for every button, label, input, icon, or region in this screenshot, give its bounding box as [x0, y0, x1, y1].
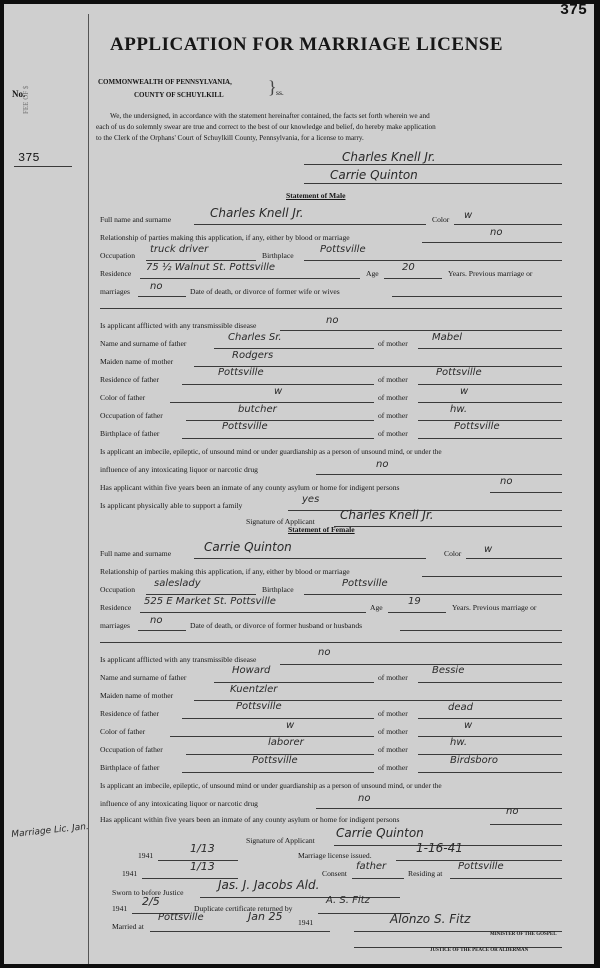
male-color-label: Color [432, 215, 450, 224]
female-occupation-label: Occupation [100, 585, 136, 594]
footer-year-1: 1941 [138, 851, 154, 860]
male-imbecile-value: no [376, 459, 389, 470]
female-mother-color-label: of mother [378, 727, 408, 736]
female-mother-maiden-value: Kuentzler [230, 684, 278, 695]
header-line-1 [304, 164, 562, 165]
male-death-divorce-label: Date of death, or divorce of former wife or wives [190, 287, 340, 296]
female-age-line [388, 612, 446, 613]
male-mother-birthplace-value: Pottsville [454, 421, 500, 432]
female-mother-color-value: w [464, 720, 473, 731]
footer-date-2: 1/13 [190, 860, 215, 873]
female-imbecile-value: no [358, 793, 371, 804]
female-disease-label: Is applicant afflicted with any transmissible disease [100, 655, 257, 664]
female-disease-value: no [318, 647, 331, 658]
brace: } [268, 77, 277, 97]
male-father-residence-line [182, 384, 374, 385]
male-full-name-value: Charles Knell Jr. [210, 206, 304, 220]
male-residence-label: Residence [100, 269, 132, 278]
male-father-residence-label: Residence of father [100, 375, 160, 384]
male-occupation-label: Occupation [100, 251, 136, 260]
male-mother-color-label: of mother [378, 393, 408, 402]
female-marriages-line [138, 630, 186, 631]
page-number-stamp: 375 [560, 4, 588, 19]
male-support-label: Is applicant physically able to support a family [100, 501, 243, 510]
male-relationship-label: Relationship of parties making this application, if any, either by blood or marriage [100, 233, 350, 242]
male-mother-name-value: Mabel [432, 332, 463, 343]
female-death-divorce-label: Date of death, or divorce of former husband or husbands [190, 621, 363, 630]
male-father-name-line [214, 348, 374, 349]
female-residence-value: 525 E Market St. Pottsville [144, 596, 276, 607]
male-residence-line [140, 278, 360, 279]
footer-year-2: 1941 [122, 869, 138, 878]
male-marriages-label: marriages [100, 287, 130, 296]
female-marriages-value: no [150, 615, 163, 626]
preamble-line-3: to the Clerk of the Orphans' Court of Schuylkill County, Pennsylvania, for a license to marry. [96, 134, 364, 142]
male-father-occupation-label: Occupation of father [100, 411, 163, 420]
applicant-female-name-header: Carrie Quinton [330, 168, 418, 182]
female-occupation-value: saleslady [154, 578, 201, 589]
female-occupation-line [146, 594, 256, 595]
consent-value: father [356, 861, 387, 872]
female-full-name-label: Full name and surname [100, 549, 172, 558]
sworn-line [200, 897, 400, 898]
margin-side-text: FEE OF $ [22, 85, 30, 114]
footer-year-4: 1941 [298, 918, 314, 927]
female-father-occupation-value: laborer [268, 737, 304, 748]
female-color-line [466, 558, 562, 559]
margin-no-underline [14, 166, 72, 167]
female-mother-residence-line [418, 718, 562, 719]
footer-date-1: 1/13 [190, 842, 215, 855]
male-occupation-value: truck driver [150, 244, 209, 255]
residing-line [450, 878, 562, 879]
male-blank-line [100, 308, 562, 309]
header-line-2 [304, 183, 562, 184]
male-father-color-label: Color of father [100, 393, 146, 402]
female-marriages-label: marriages [100, 621, 130, 630]
footer-date-3: 2/5 [142, 895, 160, 908]
female-imbecile-label-2: influence of any intoxicating liquor or narcotic drug [100, 799, 258, 808]
license-document [4, 4, 594, 964]
male-disease-label: Is applicant afflicted with any transmissible disease [100, 321, 257, 330]
male-age-label: Age [366, 269, 379, 278]
male-father-birthplace-label: Birthplace of father [100, 429, 160, 438]
female-father-residence-line [182, 718, 374, 719]
female-signature-value: Carrie Quinton [336, 826, 424, 840]
male-residence-value: 75 ½ Walnut St. Pottsville [146, 262, 276, 273]
male-asylum-value: no [500, 476, 513, 487]
document-title: APPLICATION FOR MARRIAGE LICENSE [110, 34, 504, 55]
male-signature-value: Charles Knell Jr. [340, 508, 434, 522]
duplicate-value: A. S. Fitz [326, 895, 370, 906]
female-imbecile-label-1: Is applicant an imbecile, epileptic, of unsound mind or under guardianship as a person of unsound mind, or under the [100, 781, 442, 790]
male-occupation-line [146, 260, 256, 261]
female-residence-line [140, 612, 366, 613]
male-mother-occupation-value: hw. [450, 404, 468, 415]
married-place-value: Pottsville [158, 912, 204, 923]
female-mother-occupation-label: of mother [378, 745, 408, 754]
male-death-divorce-line [392, 296, 562, 297]
female-death-divorce-line [400, 630, 562, 631]
male-mother-maiden-label: Maiden name of mother [100, 357, 174, 366]
female-father-name-value: Howard [232, 665, 271, 676]
sworn-value: Jas. J. Jacobs Ald. [218, 878, 320, 892]
female-full-name-line [194, 558, 426, 559]
male-asylum-line [490, 492, 562, 493]
male-mother-name-label: of mother [378, 339, 408, 348]
female-age-label: Age [370, 603, 383, 612]
footer-year-3: 1941 [112, 904, 128, 913]
male-mother-occupation-label: of mother [378, 411, 408, 420]
female-mother-occupation-value: hw. [450, 737, 468, 748]
female-mother-name-value: Bessie [432, 665, 465, 676]
female-color-label: Color [444, 549, 462, 558]
male-father-occupation-line [186, 420, 374, 421]
male-disease-value: no [326, 315, 339, 326]
duplicate-label: Duplicate certificate returned by [194, 904, 293, 913]
male-imbecile-label-2: influence of any intoxicating liquor or narcotic drug [100, 465, 258, 474]
male-father-birthplace-value: Pottsville [222, 421, 268, 432]
female-mother-birthplace-line [418, 772, 562, 773]
female-birthplace-value: Pottsville [342, 578, 388, 589]
male-color-line [454, 224, 562, 225]
female-blank-line [100, 642, 562, 643]
female-father-birthplace-line [182, 772, 374, 773]
female-father-name-label: Name and surname of father [100, 673, 187, 682]
male-father-color-line [170, 402, 374, 403]
male-age-line [384, 278, 442, 279]
male-mother-name-line [418, 348, 562, 349]
female-father-residence-value: Pottsville [236, 701, 282, 712]
male-mother-birthplace-label: of mother [378, 429, 408, 438]
married-at-label: Married at [112, 922, 144, 931]
male-mother-residence-label: of mother [378, 375, 408, 384]
male-signature-line [334, 526, 562, 527]
male-mother-color-value: w [460, 386, 469, 397]
female-imbecile-line [316, 808, 562, 809]
female-asylum-value: no [506, 806, 519, 817]
married-at-line [150, 931, 330, 932]
male-father-name-value: Charles Sr. [228, 332, 282, 343]
female-relationship-line [422, 576, 562, 577]
male-full-name-label: Full name and surname [100, 215, 172, 224]
male-birthplace-label: Birthplace [262, 251, 294, 260]
minister-label: MINISTER OF THE GOSPEL [490, 932, 557, 937]
female-section-heading: Statement of Female [288, 525, 355, 534]
male-age-value: 20 [402, 262, 415, 273]
male-birthplace-value: Pottsville [320, 244, 366, 255]
residing-value: Pottsville [458, 861, 504, 872]
female-relationship-label: Relationship of parties making this application, if any, either by blood or marriage [100, 567, 350, 576]
residing-label: Residing at [408, 869, 443, 878]
male-section-heading: Statement of Male [286, 191, 346, 200]
male-marriages-line [138, 296, 186, 297]
justice-label: JUSTICE OF THE PEACE OR ALDERMAN [430, 948, 529, 953]
female-signature-label: Signature of Applicant [246, 836, 315, 845]
preamble-line-2: each of us do solemnly swear are true and correct to the best of our knowledge and belief, do hereby make application [96, 123, 436, 131]
female-father-color-value: w [286, 720, 295, 731]
female-mother-name-label: of mother [378, 673, 408, 682]
female-mother-birthplace-value: Birdsboro [450, 755, 499, 766]
consent-line [352, 878, 404, 879]
sworn-label: Sworn to before Justice [112, 888, 184, 897]
female-father-occupation-label: Occupation of father [100, 745, 163, 754]
male-birthplace-line [304, 260, 562, 261]
female-birthplace-label: Birthplace [262, 585, 294, 594]
male-mother-residence-line [418, 384, 562, 385]
male-marriages-value: no [150, 281, 163, 292]
female-asylum-line [490, 824, 562, 825]
license-issued-value: 1-16-41 [416, 841, 463, 855]
male-father-name-label: Name and surname of father [100, 339, 187, 348]
female-mother-birthplace-label: of mother [378, 763, 408, 772]
officiant-signature: Alonzo S. Fitz [390, 912, 471, 926]
license-issued-label: Marriage license issued. [298, 851, 372, 860]
female-years-prev-label: Years. Previous marriage or [452, 603, 537, 612]
margin-note: Marriage Lic. Jan. [10, 821, 90, 840]
female-father-color-label: Color of father [100, 727, 146, 736]
female-disease-line [280, 664, 562, 665]
male-mother-birthplace-line [418, 438, 562, 439]
female-mother-name-line [418, 682, 562, 683]
male-mother-residence-value: Pottsville [436, 367, 482, 378]
married-date-value: Jan 25 [248, 910, 283, 923]
female-asylum-label: Has applicant within five years been an inmate of any county asylum or home for indigent persons [100, 815, 400, 824]
female-age-value: 19 [408, 596, 421, 607]
margin-no-label: No. [12, 89, 26, 99]
male-father-occupation-value: butcher [238, 404, 277, 415]
female-mother-maiden-label: Maiden name of mother [100, 691, 174, 700]
male-mother-maiden-value: Rodgers [232, 350, 274, 361]
male-relationship-value: no [490, 227, 503, 238]
female-father-birthplace-label: Birthplace of father [100, 763, 160, 772]
male-asylum-label: Has applicant within five years been an inmate of any county asylum or home for indigent persons [100, 483, 400, 492]
male-imbecile-label-1: Is applicant an imbecile, epileptic, of unsound mind or under guardianship as a person of unsound mind, or under the [100, 447, 442, 456]
male-signature-label: Signature of Applicant [246, 517, 315, 526]
consent-label: Consent [322, 869, 347, 878]
female-mother-residence-value: dead [448, 702, 473, 713]
male-full-name-line [194, 224, 426, 225]
female-father-birthplace-value: Pottsville [252, 755, 298, 766]
applicant-male-name-header: Charles Knell Jr. [342, 150, 436, 164]
male-years-prev-label: Years. Previous marriage or [448, 269, 533, 278]
state-line: COMMONWEALTH OF PENNSYLVANIA, [98, 78, 232, 86]
male-mother-color-line [418, 402, 562, 403]
female-full-name-value: Carrie Quinton [204, 540, 292, 554]
male-support-value: yes [302, 494, 320, 505]
ss-label: ss. [276, 88, 284, 97]
male-father-birthplace-line [182, 438, 374, 439]
male-color-value: w [464, 210, 473, 221]
male-father-color-value: w [274, 386, 283, 397]
preamble-line-1: We, the undersigned, in accordance with the statement hereinafter contained, the facts set forth wherein we and [110, 112, 430, 120]
male-imbecile-line [316, 474, 562, 475]
female-residence-label: Residence [100, 603, 132, 612]
margin-no-value: 375 [18, 151, 40, 165]
male-father-residence-value: Pottsville [218, 367, 264, 378]
female-mother-residence-label: of mother [378, 709, 408, 718]
male-disease-line [280, 330, 562, 331]
male-relationship-line [422, 242, 562, 243]
female-color-value: w [484, 544, 493, 555]
female-birthplace-line [304, 594, 562, 595]
female-mother-color-line [418, 736, 562, 737]
county-line: COUNTY OF SCHUYLKILL [134, 91, 224, 99]
female-father-name-line [214, 682, 374, 683]
female-father-residence-label: Residence of father [100, 709, 160, 718]
